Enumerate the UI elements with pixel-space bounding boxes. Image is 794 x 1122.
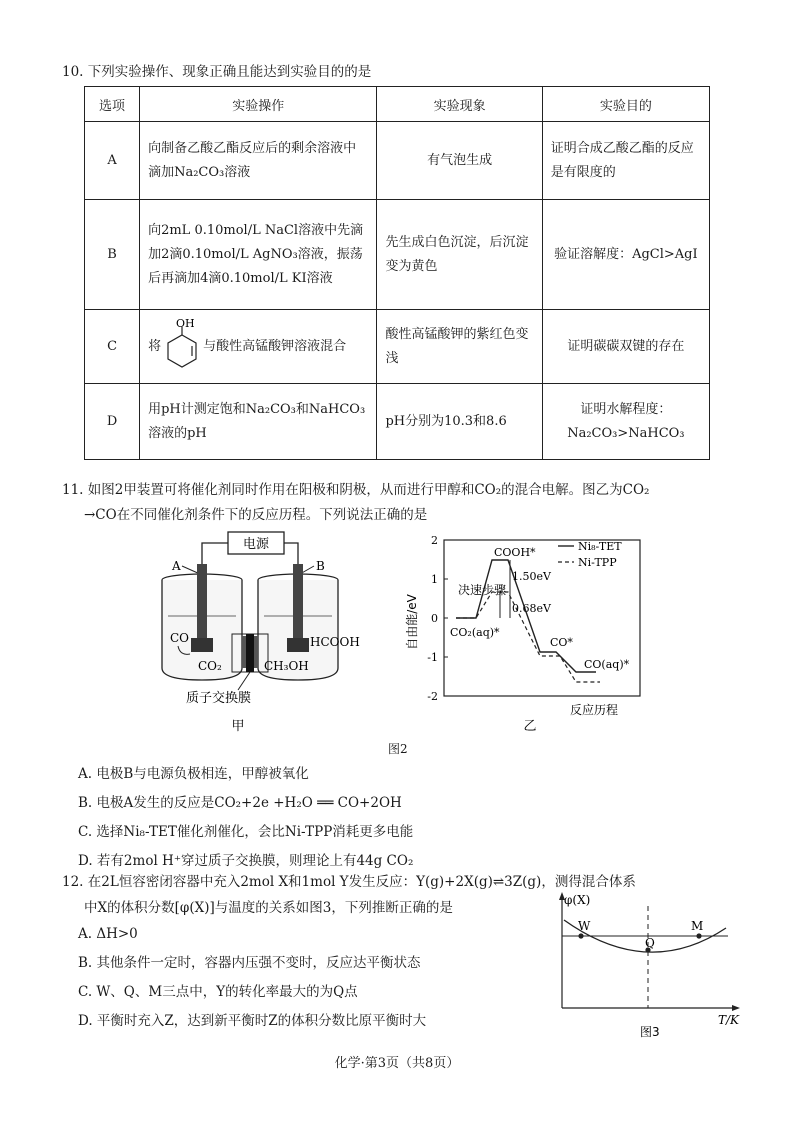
experiment-table xyxy=(84,86,710,460)
y-axis-label: φ(X) xyxy=(564,893,591,907)
q12-options xyxy=(78,920,426,1036)
header-phenomenon: 实验现象 xyxy=(377,87,542,122)
header-operation: 实验操作 xyxy=(140,87,377,122)
y-tick: -1 xyxy=(427,651,438,664)
energy-profile-chart xyxy=(400,532,660,732)
q12-option-d: D. 平衡时充入Z，达到新平衡时Z的体积分数比原平衡时大 xyxy=(78,1013,427,1029)
q11-option-a: A. 电极B与电源负极相连，甲醇被氧化 xyxy=(78,766,309,782)
q12-stem-line2: 中X的体积分数[φ(X)]与温度的关系如图3，下列推断正确的是 xyxy=(84,900,453,916)
table-row xyxy=(85,200,710,310)
q12-option-a: A. ΔH>0 xyxy=(78,926,138,942)
header-option: 选项 xyxy=(85,87,140,122)
cyclohexenol-structure xyxy=(161,319,203,375)
row-phenomenon: pH分别为10.3和8.6 xyxy=(377,384,542,460)
figure-yi-caption: 乙 xyxy=(523,719,537,732)
q12-option-c: C. W、Q、M三点中，Y的转化率最大的为Q点 xyxy=(78,984,358,1000)
q11-option-d: D. 若有2mol H⁺穿过质子交换膜，则理论上有44g CO₂ xyxy=(78,853,414,869)
q11-stem-line1: 11. 如图2甲装置可将催化剂同时作用在阳极和阴极，从而进行甲醇和CO₂的混合电解。图乙为CO₂ xyxy=(62,482,650,498)
q10-stem: 10. 下列实验操作、现象正确且能达到实验目的的是 xyxy=(62,64,372,80)
figure-jia-caption: 甲 xyxy=(231,719,245,734)
row-option: B xyxy=(85,200,140,310)
point-w-label: W xyxy=(578,919,591,933)
row-purpose: 证明碳碳双键的存在 xyxy=(542,310,709,384)
q12-option-b: B. 其他条件一定时，容器内压强不变时，反应达平衡状态 xyxy=(78,955,421,971)
co2-label: CO₂ xyxy=(198,659,222,673)
q11-option-c: C. 选择Ni₈-TET催化剂催化，会比Ni-TPP消耗更多电能 xyxy=(78,824,414,840)
operation-suffix: 与酸性高锰酸钾溶液混合 xyxy=(203,338,347,354)
y-tick: -2 xyxy=(427,690,438,703)
x-axis-label: 反应历程 xyxy=(569,703,618,717)
electrode-b-label: B xyxy=(316,559,325,573)
rate-step-label: 决速步骤 xyxy=(458,583,507,597)
row-option: D xyxy=(85,384,140,460)
row-phenomenon: 先生成白色沉淀，后沉淀变为黄色 xyxy=(377,200,542,310)
row-option: C xyxy=(85,310,140,384)
y-tick: 0 xyxy=(431,612,438,625)
table-row xyxy=(85,122,710,200)
row-operation xyxy=(140,310,377,384)
co-star-label: CO* xyxy=(550,636,573,649)
membrane-label: 质子交换膜 xyxy=(186,691,252,706)
phi-x-vs-temperature-chart xyxy=(548,890,748,1040)
electrode-a-label: A xyxy=(172,559,181,573)
q11-stem-line2: →CO在不同催化剂条件下的反应历程。下列说法正确的是 xyxy=(84,507,428,523)
electrolysis-apparatus xyxy=(150,530,380,740)
figure-3-caption: 图3 xyxy=(640,1025,660,1039)
ch3oh-label: CH₃OH xyxy=(264,659,309,673)
x-axis-label: T/K xyxy=(718,1013,740,1027)
row-purpose: 验证溶解度：AgCl>AgI xyxy=(542,200,709,310)
table-row xyxy=(85,384,710,460)
point-m-label: M xyxy=(691,919,704,933)
page-footer: 化学·第3页（共8页） xyxy=(334,1056,460,1071)
power-source-label: 电源 xyxy=(242,537,270,552)
oh-group-label: OH xyxy=(176,318,195,330)
co2-aq-label: CO₂(aq)* xyxy=(450,626,500,639)
row-operation: 向2mL 0.10mol/L NaCl溶液中先滴加2滴0.10mol/L AgNO₃溶液，振荡后再滴加4滴0.10mol/L KI溶液 xyxy=(140,200,377,310)
co-aq-label: CO(aq)* xyxy=(584,658,630,671)
y-tick: 2 xyxy=(431,534,438,547)
cooh-label: COOH* xyxy=(494,546,536,559)
header-purpose: 实验目的 xyxy=(542,87,709,122)
hcooh-label: HCOOH xyxy=(310,635,360,649)
point-q-label: Q xyxy=(645,936,655,950)
row-purpose: 证明合成乙酸乙酯的反应是有限度的 xyxy=(542,122,709,200)
q11-option-b: B. 电极A发生的反应是CO₂+2e +H₂O ══ CO+2OH xyxy=(78,795,402,811)
row-option: A xyxy=(85,122,140,200)
operation-prefix: 将 xyxy=(148,338,162,354)
q11-options xyxy=(78,760,413,876)
figure-2-caption: 图2 xyxy=(388,742,408,756)
y-tick: 1 xyxy=(431,573,438,586)
row-phenomenon: 酸性高锰酸钾的紫红色变浅 xyxy=(377,310,542,384)
y-axis-label: 自由能/eV xyxy=(405,594,419,650)
table-row xyxy=(85,310,710,384)
row-operation: 向制备乙酸乙酯反应后的剩余溶液中滴加Na₂CO₃溶液 xyxy=(140,122,377,200)
row-purpose: 证明水解程度：Na₂CO₃>NaHCO₃ xyxy=(542,384,709,460)
energy-2-label: 0.68eV xyxy=(512,602,551,615)
legend-ni-tpp: Ni-TPP xyxy=(578,556,617,569)
table-header-row xyxy=(85,87,710,122)
energy-1-label: 1.50eV xyxy=(512,570,551,583)
co-label: CO xyxy=(170,631,190,645)
row-operation: 用pH计测定饱和Na₂CO₃和NaHCO₃溶液的pH xyxy=(140,384,377,460)
row-phenomenon: 有气泡生成 xyxy=(377,122,542,200)
q12-stem-line1: 12. 在2L恒容密闭容器中充入2mol X和1mol Y发生反应：Y(g)+2X(g)⇌3Z(g)，测得混合体系 xyxy=(62,874,636,890)
legend-ni8-tet: Ni₈-TET xyxy=(578,540,622,553)
